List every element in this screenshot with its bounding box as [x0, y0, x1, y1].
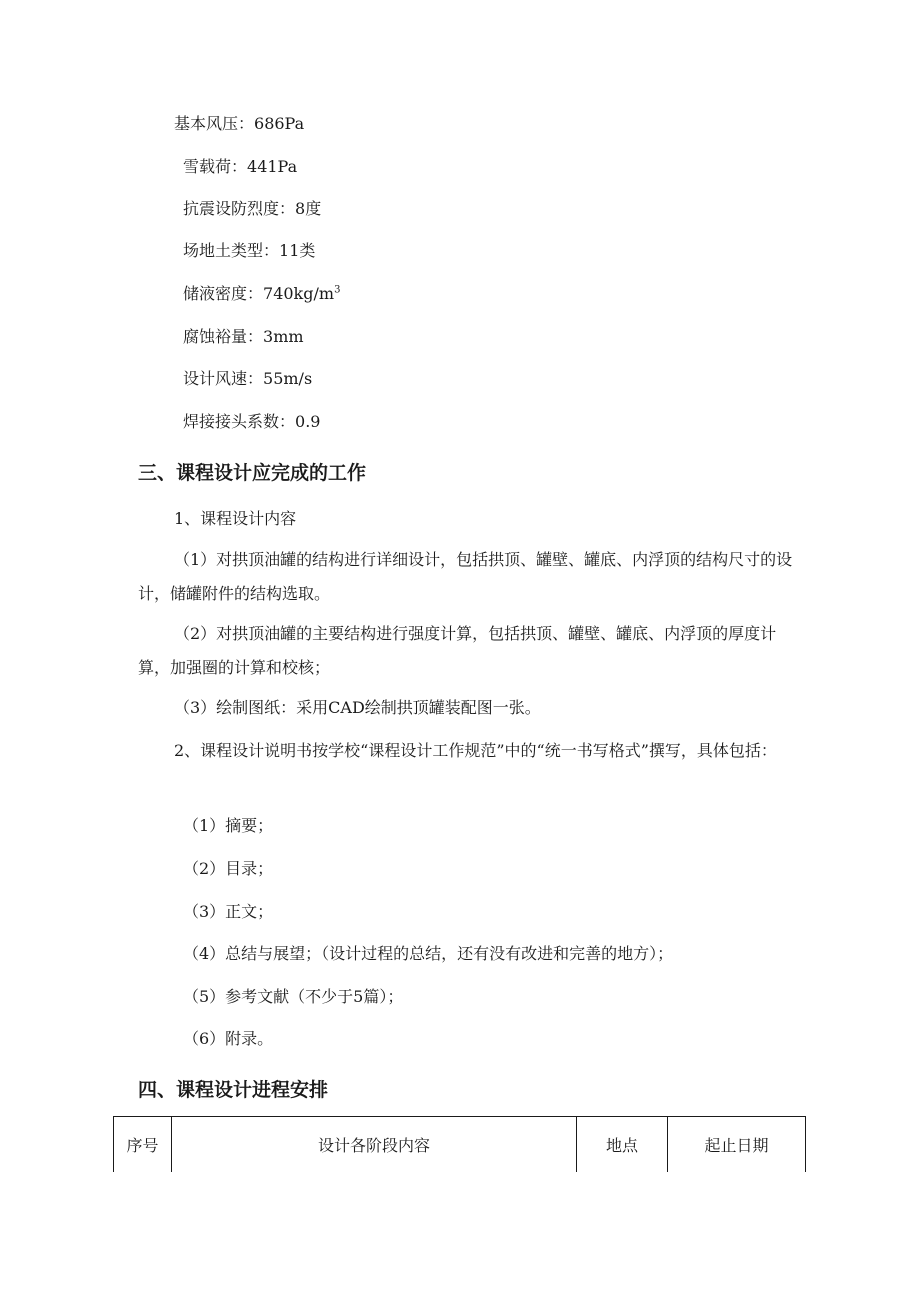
list-item: （4）总结与展望；（设计过程的总结，还有没有改进和完善的地方）； — [183, 944, 674, 963]
param-label: 雪载荷： — [183, 157, 248, 176]
list-item: （3）正文； — [183, 902, 274, 921]
param-value: 0.9 — [295, 412, 321, 431]
param-label: 储液密度： — [183, 284, 264, 303]
list-item: （2）目录； — [183, 859, 274, 878]
schedule-table — [113, 1116, 806, 1172]
param-superscript: 3 — [334, 284, 341, 296]
list-item: （6）附录。 — [183, 1029, 274, 1048]
section-3-paragraph-1: （1）对拱顶油罐的结构进行详细设计，包括拱顶、罐壁、罐底、内浮顶的结构尺寸的设计，储罐附件的结构选取。 — [138, 550, 793, 603]
param-value: 55m/s — [263, 369, 313, 388]
param-value: 11类 — [279, 241, 316, 260]
param-value: 3mm — [263, 327, 304, 346]
table-header-cell: 序号 — [114, 1117, 172, 1173]
param-label: 设计风速： — [183, 369, 264, 388]
table-header-cell: 地点 — [577, 1117, 668, 1173]
param-soil-type — [183, 241, 315, 261]
list-item: （5）参考文献（不少于5篇）； — [183, 987, 404, 1006]
param-label: 基本风压： — [174, 114, 255, 133]
param-label: 抗震设防烈度： — [183, 199, 296, 218]
param-value: 441Pa — [247, 157, 298, 176]
section-3-heading: 三、课程设计应完成的工作 — [138, 462, 367, 484]
param-value: 740kg/m — [263, 284, 335, 303]
table-header-cell: 设计各阶段内容 — [172, 1117, 577, 1173]
section-3-item-2-paragraph: 2、课程设计说明书按学校“课程设计工作规范”中的“统一书写格式”撰写，具体包括： — [174, 741, 777, 760]
param-label: 焊接接头系数： — [183, 412, 296, 431]
section-3-paragraph-3: （3）绘制图纸：采用CAD绘制拱顶罐装配图一张。 — [174, 698, 541, 717]
param-corrosion — [183, 327, 304, 347]
param-weld-coefficient — [183, 412, 320, 432]
section-3-item-1-title: 1、课程设计内容 — [174, 509, 297, 528]
param-wind-pressure — [174, 114, 304, 134]
param-value: 686Pa — [254, 114, 305, 133]
param-label: 场地土类型： — [183, 241, 280, 260]
param-value: 8度 — [295, 199, 322, 218]
section-3-paragraph-2: （2）对拱顶油罐的主要结构进行强度计算，包括拱顶、罐壁、罐底、内浮顶的厚度计算，加强圈的计算和校核； — [138, 624, 777, 677]
table-header-cell: 起止日期 — [668, 1117, 806, 1173]
list-item: （1）摘要； — [183, 816, 274, 835]
section-4-heading: 四、课程设计进程安排 — [138, 1079, 329, 1101]
param-snow-load — [183, 157, 297, 177]
param-seismic — [183, 199, 321, 219]
table-header-row — [114, 1117, 806, 1173]
param-wind-speed — [183, 369, 312, 389]
param-liquid-density — [183, 284, 340, 304]
param-label: 腐蚀裕量： — [183, 327, 264, 346]
